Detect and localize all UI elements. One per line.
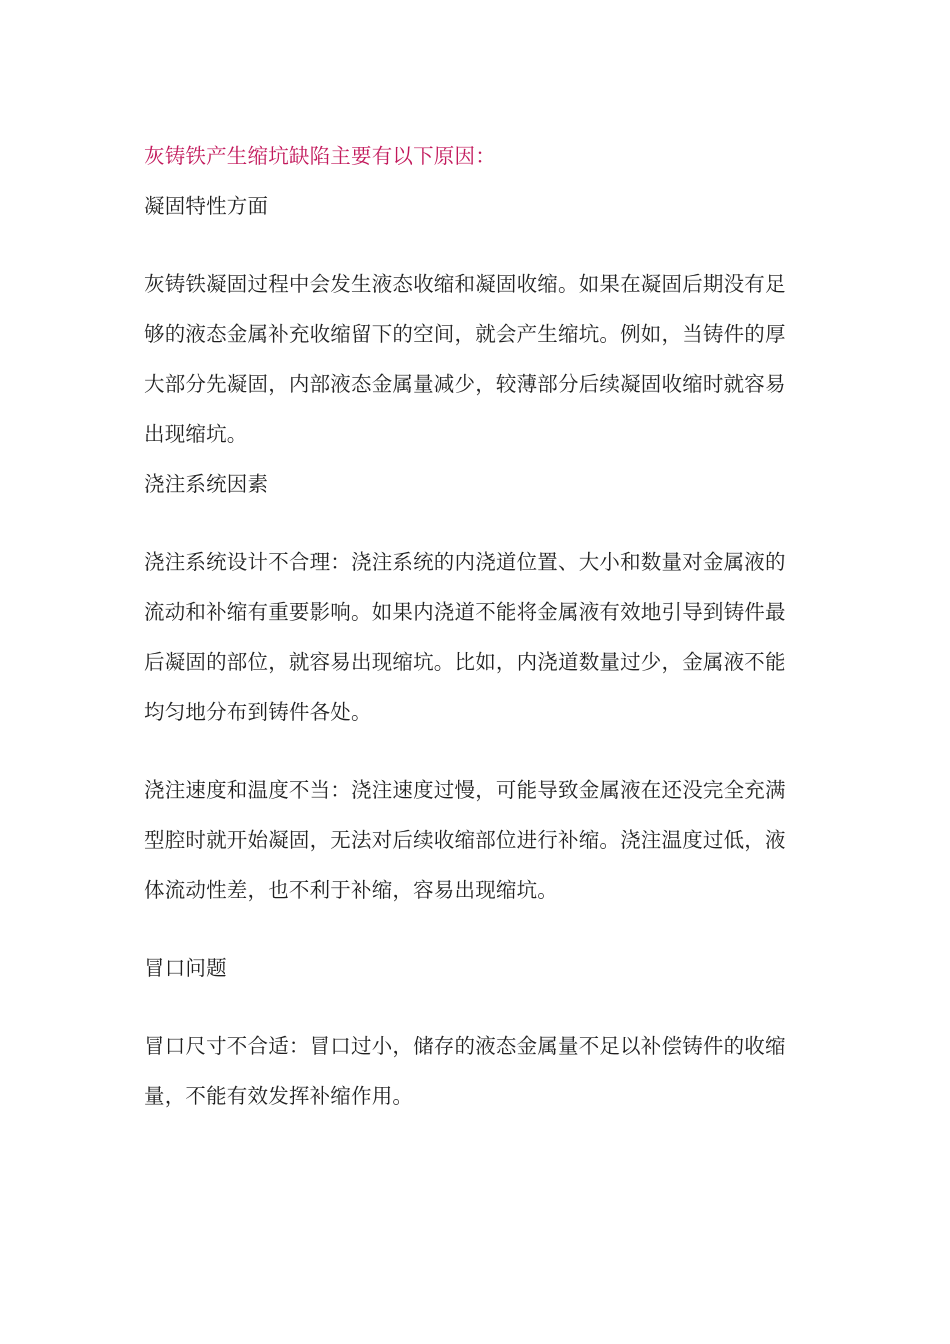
- spacer: [144, 915, 814, 943]
- spacer: [144, 993, 814, 1021]
- paragraph-gating-design: [144, 537, 814, 737]
- section-heading-gating: 浇注系统因素: [144, 472, 269, 496]
- paragraph-pouring-speed: [144, 765, 814, 915]
- spacer: [144, 509, 814, 537]
- section-heading-solidification: 凝固特性方面: [144, 194, 269, 218]
- paragraph-line: 量，不能有效发挥补缩作用。: [144, 1084, 414, 1108]
- spacer: [144, 231, 814, 259]
- paragraph-line: 大部分先凝固，内部液态金属量减少，较薄部分后续凝固收缩时就容易: [144, 372, 786, 396]
- paragraph-riser: [144, 1021, 814, 1121]
- paragraph-line: 均匀地分布到铸件各处。: [144, 700, 372, 724]
- paragraph-line: 出现缩坑。: [144, 422, 248, 446]
- paragraph-line: 型腔时就开始凝固，无法对后续收缩部位进行补缩。浇注温度过低，液: [144, 828, 786, 852]
- paragraph-line: 流动和补缩有重要影响。如果内浇道不能将金属液有效地引导到铸件最: [144, 600, 786, 624]
- paragraph-line: 浇注系统设计不合理：浇注系统的内浇道位置、大小和数量对金属液的: [144, 550, 786, 574]
- paragraph-solidification: [144, 259, 814, 459]
- spacer: [144, 737, 814, 765]
- paragraph-line: 灰铸铁凝固过程中会发生液态收缩和凝固收缩。如果在凝固后期没有足: [144, 272, 786, 296]
- paragraph-line: 冒口尺寸不合适：冒口过小，储存的液态金属量不足以补偿铸件的收缩: [144, 1034, 786, 1058]
- paragraph-line: 浇注速度和温度不当：浇注速度过慢，可能导致金属液在还没完全充满: [144, 778, 786, 802]
- paragraph-line: 后凝固的部位，就容易出现缩坑。比如，内浇道数量过少，金属液不能: [144, 650, 786, 674]
- document-body: [144, 131, 814, 1121]
- section-heading-riser: 冒口问题: [144, 956, 227, 980]
- paragraph-line: 体流动性差，也不利于补缩，容易出现缩坑。: [144, 878, 558, 902]
- document-title: 灰铸铁产生缩坑缺陷主要有以下原因：: [144, 144, 496, 168]
- paragraph-line: 够的液态金属补充收缩留下的空间，就会产生缩坑。例如，当铸件的厚: [144, 322, 786, 346]
